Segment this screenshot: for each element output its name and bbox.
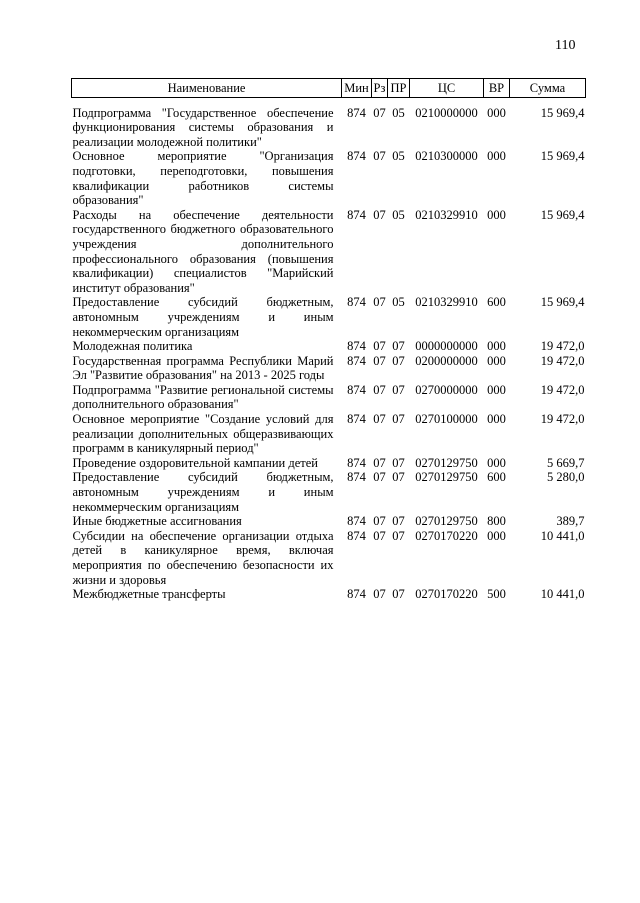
cell-min: 874 [347,455,366,470]
cell-cs: 0210329910 [415,295,478,310]
cell-name: Подпрограмма "Государственное обеспечение функционирования системы образования и реализации молодежной политики" [72,105,334,149]
cell-sum: 19 472,0 [540,339,585,354]
cell-cs: 0270129750 [415,514,478,529]
cell-min: 874 [347,470,366,485]
table-row [72,97,586,149]
cell-name: Государственная программа Республики Марий Эл "Развитие образования" на 2013 - 2025 годы [72,353,334,383]
cell-vr: 600 [487,295,506,310]
cell-pr: 07 [392,455,405,470]
table-header [72,79,586,98]
cell-cs: 0270129750 [415,470,478,485]
cell-pr: 07 [392,470,405,485]
cell-cs: 0270170220 [415,528,478,543]
cell-sum: 15 969,4 [540,207,585,222]
cell-sum: 19 472,0 [540,412,585,427]
cell-vr: 500 [487,587,506,602]
cell-vr: 000 [487,528,506,543]
table-row [72,354,586,383]
cell-vr: 000 [487,339,506,354]
cell-cs: 0270129750 [415,455,478,470]
cell-pr: 05 [392,105,405,120]
cell-pr: 05 [392,207,405,222]
header-min: Мин [342,79,372,98]
header-pr: ПР [388,79,410,98]
table-row [72,470,586,514]
cell-sum: 10 441,0 [540,587,585,602]
table-row [72,514,586,529]
cell-pr: 07 [392,353,405,368]
cell-sum: 10 441,0 [540,528,585,543]
cell-sum: 15 969,4 [540,295,585,310]
cell-min: 874 [347,105,366,120]
cell-name: Межбюджетные трансферты [72,587,226,602]
cell-name: Расходы на обеспечение деятельности государственного бюджетного образовательного учреждения дополнительного профессионального образования (повышения квалификации) специалистов "Марийский институт образования" [72,207,334,295]
cell-name: Основное мероприятие "Организация подготовки, переподготовки, повышения квалификации работников системы образования" [72,149,334,208]
cell-sum: 5 280,0 [547,470,585,485]
cell-cs: 0210300000 [415,149,478,164]
cell-sum: 5 669,7 [547,455,585,470]
cell-rz: 07 [373,587,386,602]
cell-min: 874 [347,207,366,222]
cell-pr: 07 [392,514,405,529]
cell-cs: 0210000000 [415,105,478,120]
cell-min: 874 [347,412,366,427]
cell-name: Молодежная политика [72,339,193,354]
page-number: 110 [555,38,576,53]
cell-sum: 15 969,4 [540,105,585,120]
cell-vr: 800 [487,514,506,529]
table-row [72,412,586,456]
header-vr: ВР [484,79,510,98]
cell-pr: 07 [392,528,405,543]
cell-pr: 07 [392,382,405,397]
cell-name: Предоставление субсидий бюджетным, автономным учреждениям и иным некоммерческим организациям [72,295,334,339]
cell-min: 874 [347,587,366,602]
cell-pr: 07 [392,587,405,602]
table-row [72,295,586,339]
cell-name: Подпрограмма "Развитие региональной системы дополнительного образования" [72,382,334,412]
cell-vr: 000 [487,412,506,427]
header-sum: Сумма [510,79,586,98]
cell-pr: 07 [392,412,405,427]
cell-rz: 07 [373,353,386,368]
cell-rz: 07 [373,105,386,120]
header-cs: ЦС [410,79,484,98]
table-row [72,149,586,207]
table-row [72,587,586,602]
cell-vr: 600 [487,470,506,485]
cell-vr: 000 [487,207,506,222]
cell-min: 874 [347,514,366,529]
header-name: Наименование [72,79,342,98]
cell-rz: 07 [373,207,386,222]
cell-min: 874 [347,295,366,310]
cell-rz: 07 [373,339,386,354]
cell-rz: 07 [373,455,386,470]
cell-sum: 389,7 [556,514,585,529]
cell-cs: 0270170220 [415,587,478,602]
cell-cs: 0000000000 [415,339,478,354]
cell-cs: 0200000000 [415,353,478,368]
cell-rz: 07 [373,382,386,397]
cell-name: Предоставление субсидий бюджетным, автономным учреждениям и иным некоммерческим организациям [72,470,334,514]
cell-rz: 07 [373,295,386,310]
cell-vr: 000 [487,382,506,397]
table-row [72,208,586,296]
cell-min: 874 [347,382,366,397]
cell-sum: 19 472,0 [540,353,585,368]
cell-rz: 07 [373,470,386,485]
cell-pr: 05 [392,149,405,164]
table-body [72,97,586,602]
cell-cs: 0270100000 [415,412,478,427]
cell-vr: 000 [487,455,506,470]
cell-vr: 000 [487,353,506,368]
cell-min: 874 [347,353,366,368]
cell-min: 874 [347,528,366,543]
cell-min: 874 [347,339,366,354]
cell-min: 874 [347,149,366,164]
cell-rz: 07 [373,412,386,427]
cell-name: Основное мероприятие "Создание условий для реализации дополнительных общеразвивающих программ в каникулярный период" [72,412,334,456]
cell-pr: 07 [392,339,405,354]
cell-name: Субсидии на обеспечение организации отдыха детей в каникулярное время, включая мероприятия по обеспечению безопасности их жизни и здоровья [72,528,334,587]
cell-vr: 000 [487,149,506,164]
cell-rz: 07 [373,514,386,529]
cell-cs: 0210329910 [415,207,478,222]
table-row [72,529,586,587]
table-row [72,456,586,471]
header-rz: Рз [372,79,388,98]
table-row [72,339,586,354]
cell-name: Проведение оздоровительной кампании детей [72,455,318,470]
cell-sum: 19 472,0 [540,382,585,397]
cell-cs: 0270000000 [415,382,478,397]
cell-rz: 07 [373,149,386,164]
cell-name: Иные бюджетные ассигнования [72,514,242,529]
cell-vr: 000 [487,105,506,120]
budget-table [71,78,586,602]
table-row [72,383,586,412]
cell-sum: 15 969,4 [540,149,585,164]
cell-rz: 07 [373,528,386,543]
cell-pr: 05 [392,295,405,310]
